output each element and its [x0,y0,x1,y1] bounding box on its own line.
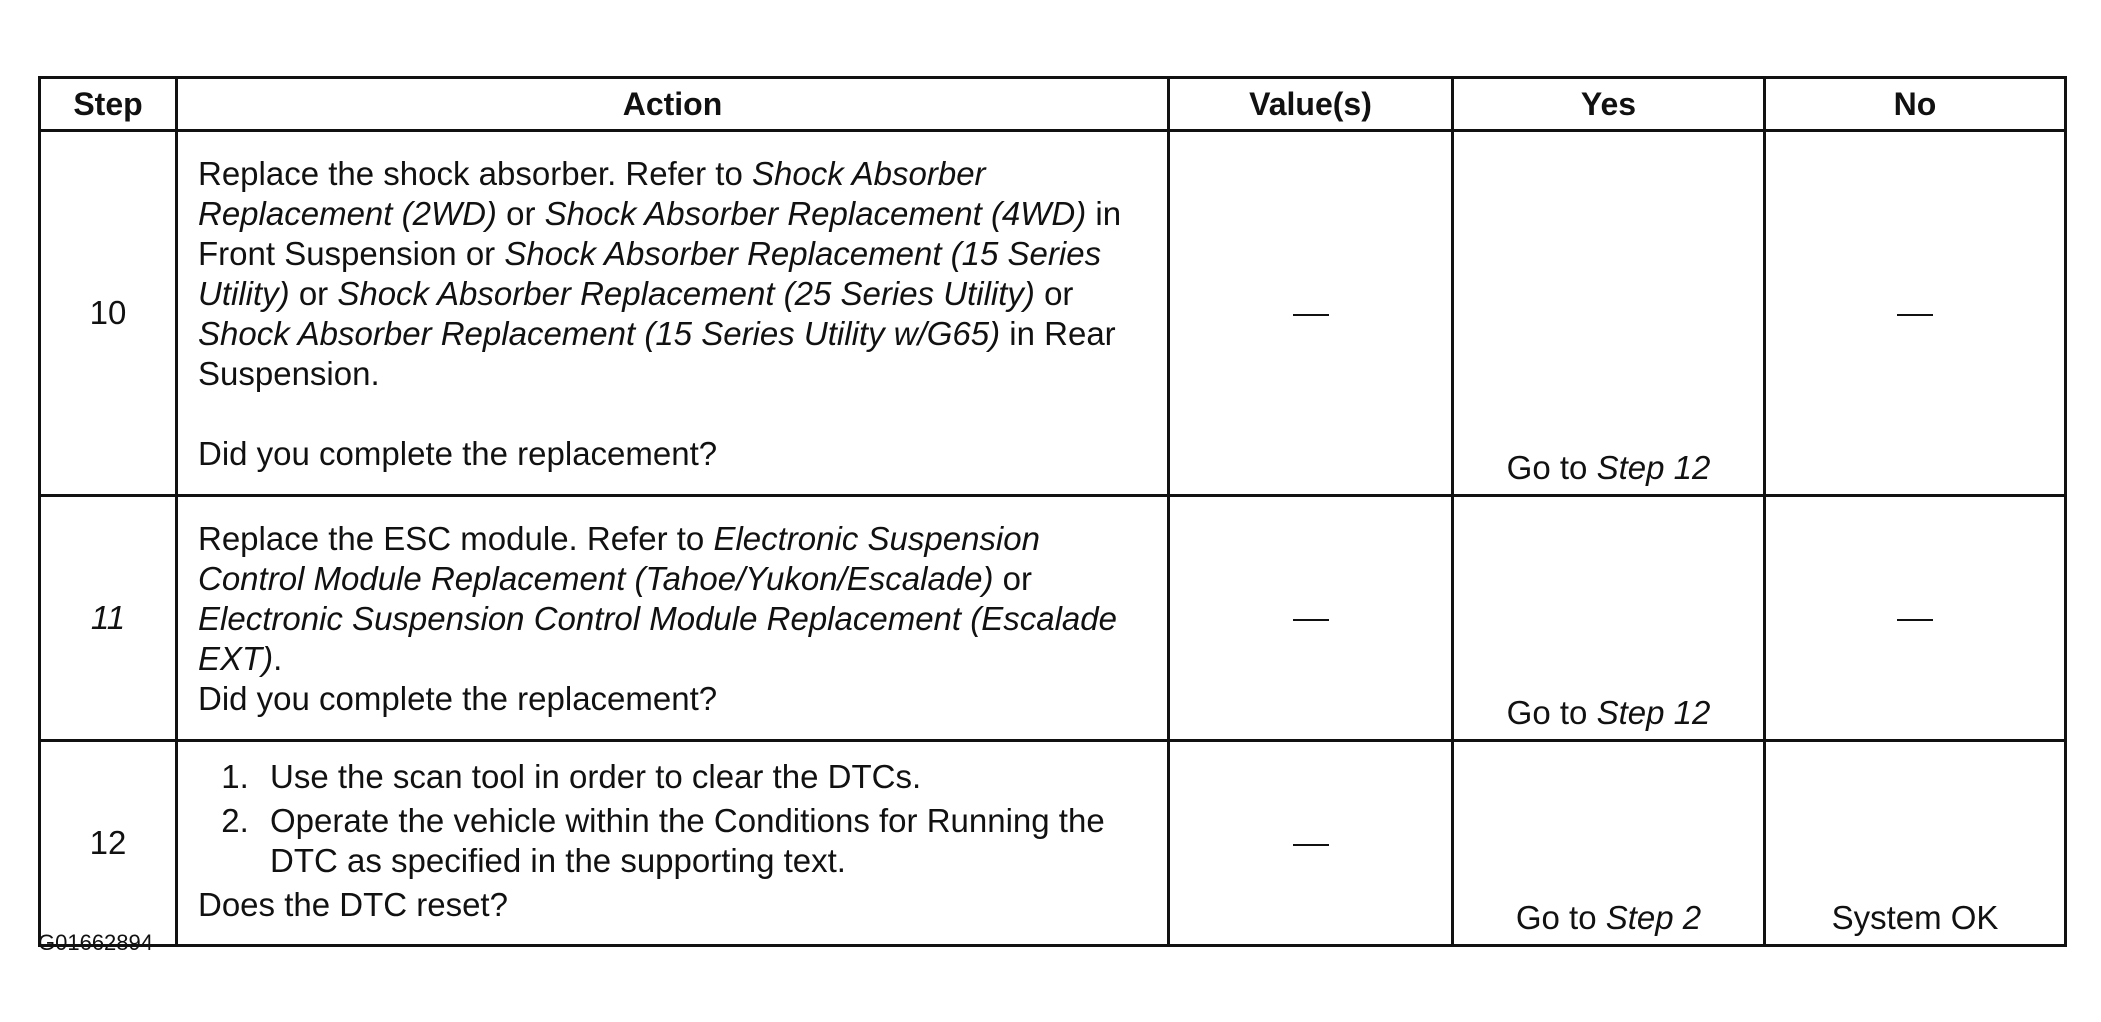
header-no: No [1765,78,2066,131]
no-cell: System OK [1765,741,2066,946]
action-text-part: . [273,640,283,677]
table-header-row [40,78,2066,131]
dash-mark [1897,619,1933,621]
table-row [40,131,2066,496]
no-cell [1765,131,2066,496]
step-number: 10 [40,131,177,496]
step-number: 11 [40,496,177,741]
action-text-part: or [993,560,1033,597]
action-text-part: Replace the ESC module. Refer to [198,520,714,557]
dash-mark [1293,314,1329,316]
action-question: Did you complete the replacement? [198,680,718,717]
procedure-reference: Shock Absorber Replacement (2WD) [198,155,986,232]
figure-id: G01662894 [38,930,153,955]
action-cell [177,131,1169,496]
yes-target-step: Step 2 [1605,899,1702,936]
yes-cell [1453,741,1765,946]
yes-prefix: Go to [1515,899,1606,936]
yes-target-step: Step 12 [1596,694,1711,731]
action-text-part: or [289,275,338,312]
yes-target-step: Step 12 [1596,449,1711,486]
dash-mark [1897,314,1933,316]
procedure-reference: Shock Absorber Replacement (15 Series Utility w/G65) [198,315,1001,352]
action-question: Does the DTC reset? [198,886,508,923]
procedure-reference: Shock Absorber Replacement (25 Series Utility) [337,275,1035,312]
header-yes: Yes [1453,78,1765,131]
action-text-part: or [496,195,545,232]
action-text [198,519,1155,679]
table-row [40,741,2066,946]
value-cell [1169,496,1453,741]
action-cell [177,496,1169,741]
value-cell [1169,131,1453,496]
yes-cell [1453,131,1765,496]
action-text [198,154,1155,394]
procedure-reference: Shock Absorber Replacement (15 Series Utility) [198,235,1102,312]
action-text-part: in Rear Suspension. [198,315,1116,392]
table-row [40,496,2066,741]
no-cell [1765,496,2066,741]
step-number: 12 [40,741,177,946]
diagnostic-table [38,76,2067,947]
header-values: Value(s) [1169,78,1453,131]
yes-prefix: Go to [1506,694,1597,731]
value-cell [1169,741,1453,946]
procedure-reference: Electronic Suspension Control Module Replacement (Tahoe/Yukon/Escalade) [198,520,1040,597]
procedure-reference: Shock Absorber Replacement (4WD) [544,195,1087,232]
action-text-part: Replace the shock absorber. Refer to [198,155,752,192]
action-text-part: or [1034,275,1074,312]
dash-mark [1293,844,1329,846]
procedure-step: 2. Operate the vehicle within the Conditions for Running the DTC as specified in the supporting text. [258,801,1155,881]
yes-prefix: Go to [1506,449,1597,486]
procedure-step: 1. Use the scan tool in order to clear the DTCs. [258,757,1155,797]
procedure-reference: Electronic Suspension Control Module Replacement (Escalade EXT) [198,600,1117,677]
header-action: Action [177,78,1169,131]
action-question: Did you complete the replacement? [198,435,718,472]
dash-mark [1293,619,1329,621]
header-step: Step [40,78,177,131]
action-text-part: in Front Suspension or [198,195,1122,272]
yes-cell [1453,496,1765,741]
procedure-list [198,757,1155,881]
action-cell [177,741,1169,946]
